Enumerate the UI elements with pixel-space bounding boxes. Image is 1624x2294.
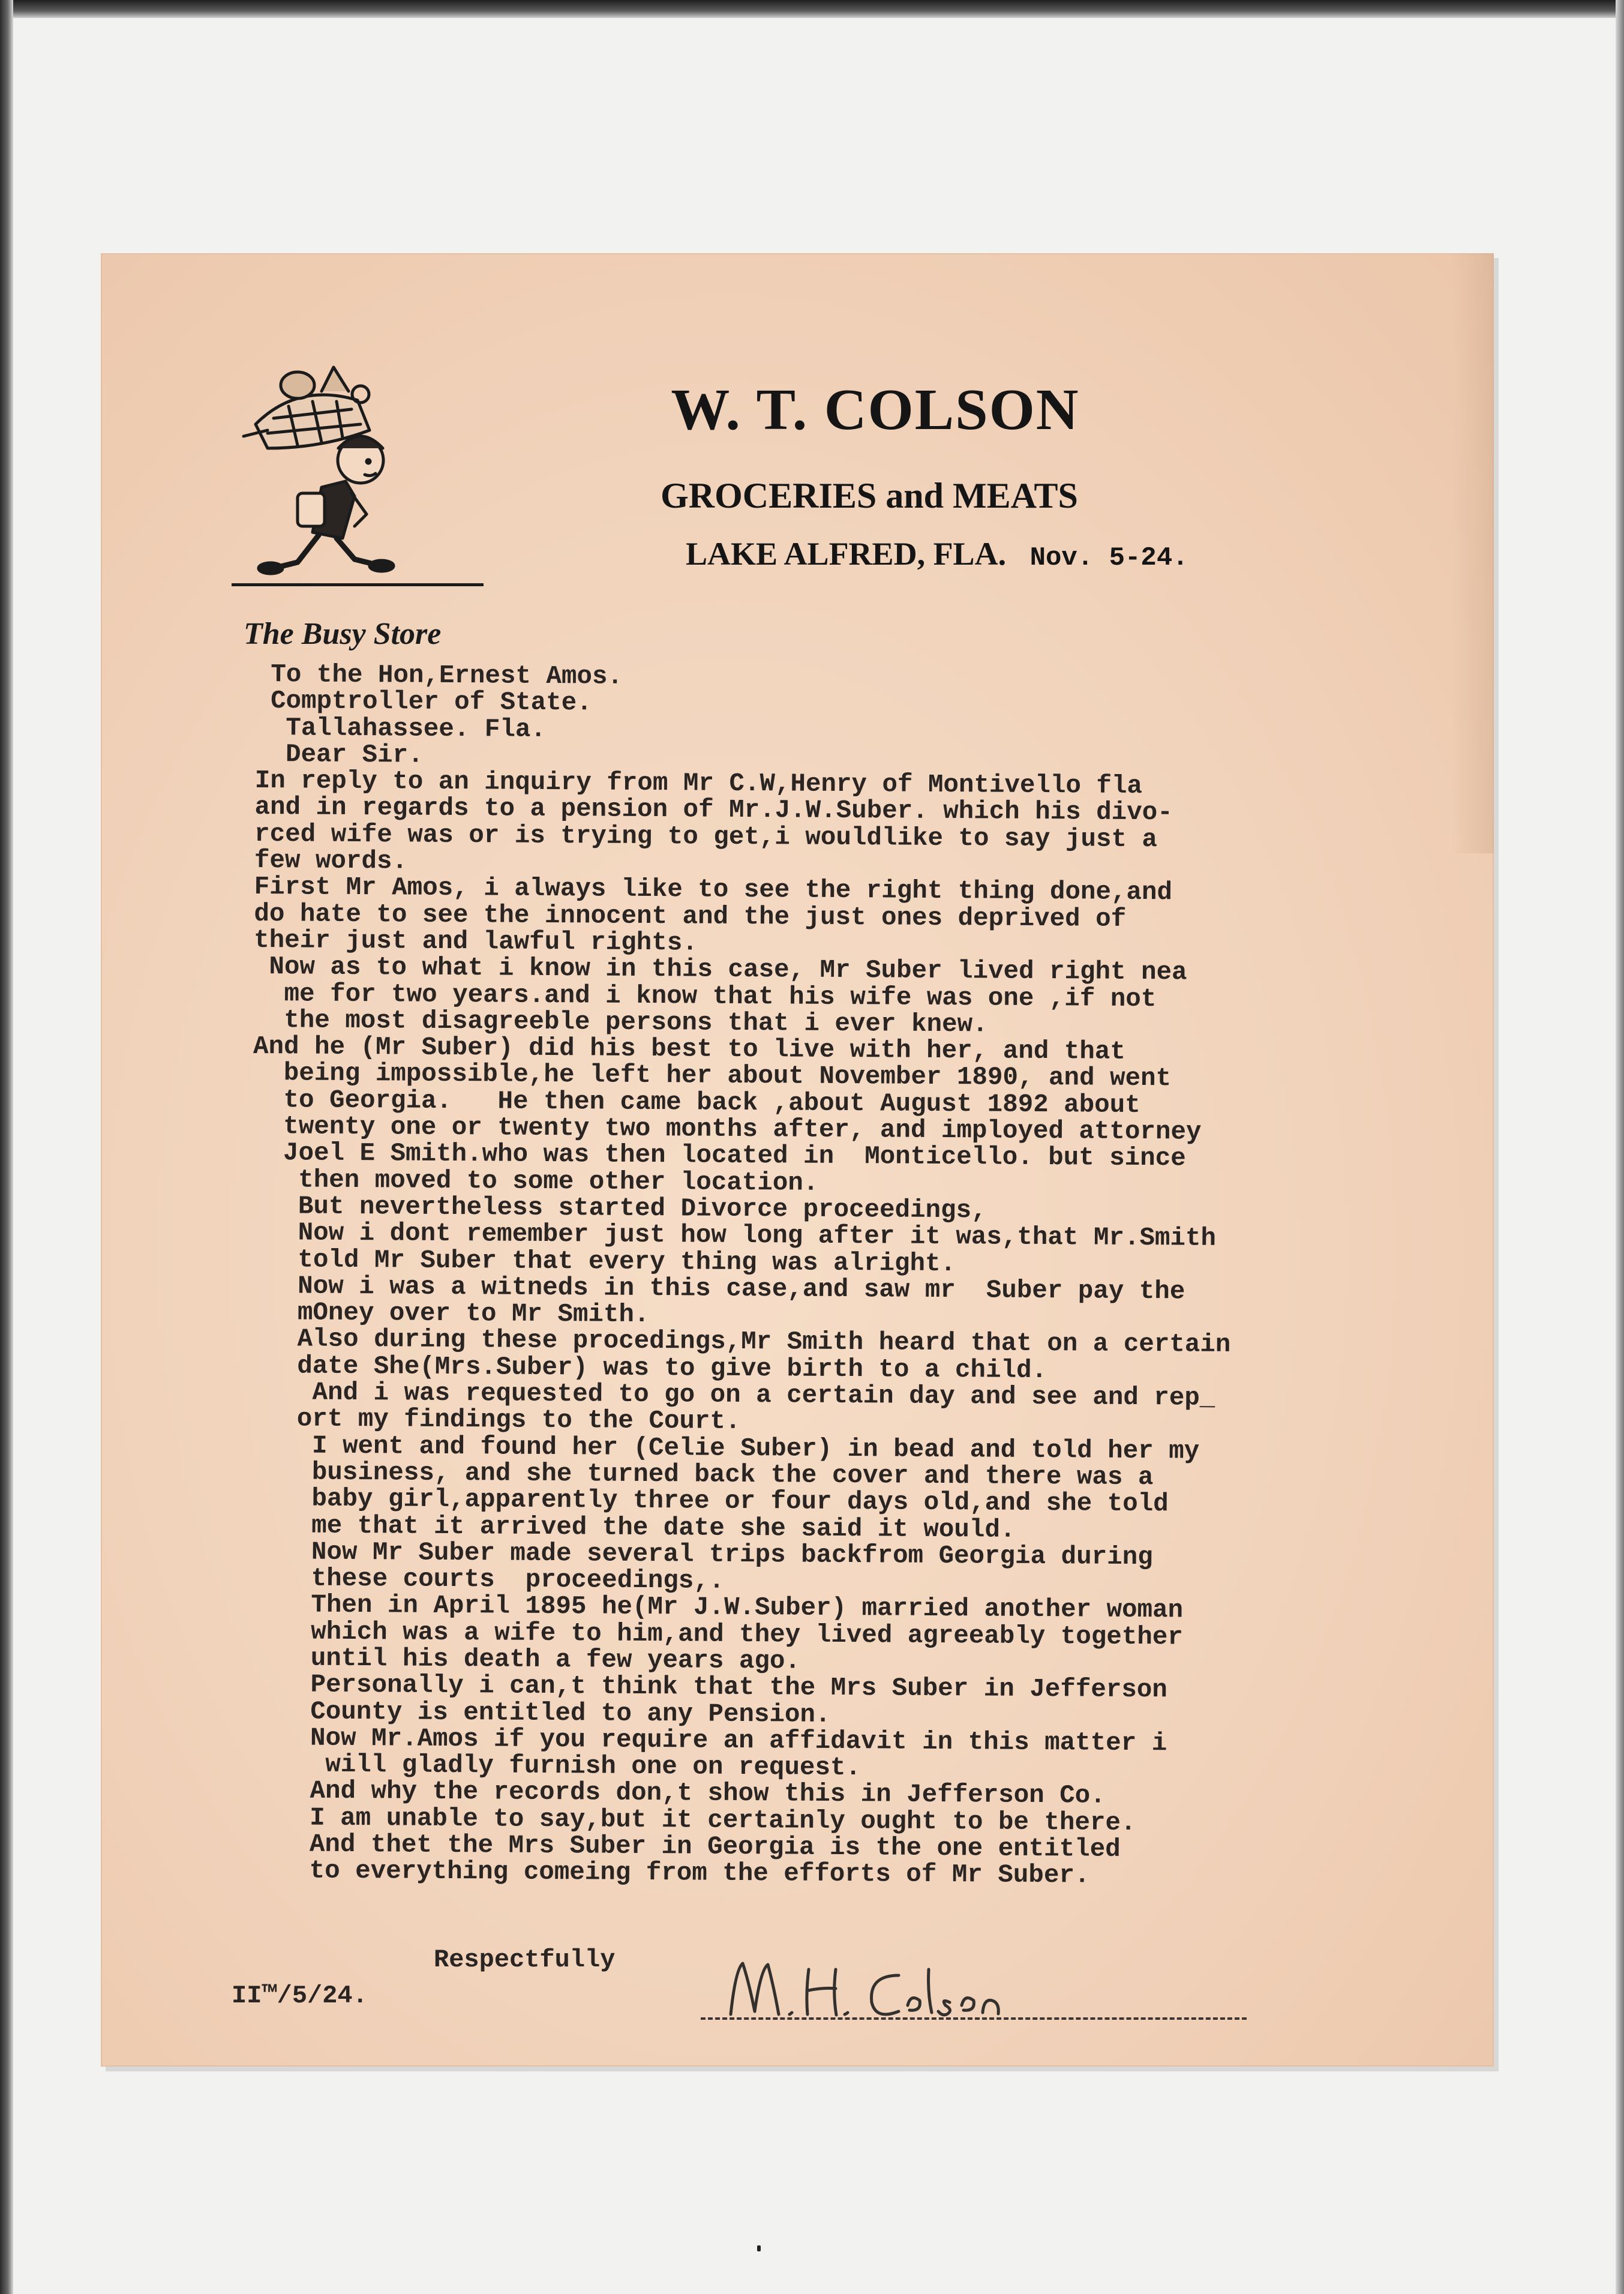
letter-line: which was a wife to him,and they lived agreeably together — [249, 1617, 1184, 1652]
page-shading — [1452, 253, 1494, 853]
letter-line: I went and found her (Celie Suber) in bead and told her my — [250, 1431, 1200, 1466]
letter-line: Also during these procedings,Mr Smith heard that on a certain — [251, 1324, 1231, 1360]
letter-line: Then in April 1895 he(Mr J.W.Suber) married another woman — [250, 1590, 1184, 1625]
letter-line: the most disagreeble persons that i ever knew. — [253, 1005, 988, 1039]
letter-line: And i was requested to go on a certain day and see and rep_ — [251, 1377, 1215, 1413]
letter-line: Comptroller of State. — [255, 686, 592, 718]
letter-line: their just and lawful rights. — [254, 925, 698, 958]
letter-line: Now as to what i know in this case, Mr Suber lived right nea — [253, 952, 1187, 987]
letter-line: And why the records don,t show this in Jefferson Co. — [248, 1776, 1106, 1811]
letter-line: To the Hon,Ernest Amos. — [255, 660, 623, 691]
letter-line: and in regards to a pension of Mr.J.W.Suber. which his divo- — [254, 793, 1173, 827]
letter-line: rced wife was or is trying to get,i wouldlike to say just a — [254, 819, 1158, 854]
letter-line: But nevertheless started Divorce proceedings, — [252, 1191, 987, 1225]
footer-date: II™/5/24. — [232, 1981, 368, 2010]
letter-line: I am unable to say,but it certainly ought to be there. — [248, 1803, 1136, 1837]
letter-line: And thet the Mrs Suber in Georgia is the one entitled — [248, 1830, 1121, 1864]
letter-line: Dear Sir. — [254, 739, 424, 770]
letterhead-subtitle: GROCERIES and MEATS — [661, 476, 1078, 515]
letter-line: Personally i can,t think that the Mrs Suber in Jefferson — [249, 1670, 1167, 1705]
letter-line: baby girl,apparently three or four days old,and she told — [250, 1484, 1169, 1519]
letter-line: to Georgia. He then came back ,about August 1892 about — [253, 1085, 1140, 1120]
scan-speck — [757, 2245, 761, 2251]
letter-line: will gladly furnish one on request. — [248, 1750, 861, 1783]
letter-closing: Respectfully — [434, 1945, 616, 1974]
letter-line: to everything comeing from the efforts of Mr Suber. — [248, 1856, 1090, 1890]
letter-line: Now i was a witneds in this case,and saw mr Suber pay the — [251, 1271, 1185, 1306]
letter-line: until his death a few years ago. — [249, 1643, 801, 1676]
logo-underline — [232, 583, 484, 586]
scan-right-edge — [1616, 0, 1624, 2294]
letter-date: Nov. 5-24. — [1029, 543, 1188, 573]
letter-line: few words. — [254, 846, 408, 876]
letter-line: told Mr Suber that every thing was alright. — [251, 1245, 956, 1278]
letterhead-place-line — [686, 535, 1188, 573]
letter-line: business, and she turned back the cover and there was a — [250, 1457, 1154, 1492]
letter-line: In reply to an inquiry from Mr C.W,Henry of Montivello fla — [254, 766, 1143, 801]
letter-body — [248, 661, 1407, 1891]
letter-line: ort my findings to the Court. — [251, 1404, 741, 1437]
letter-line: these courts proceedings,. — [250, 1564, 725, 1596]
letter-line: do hate to see the innocent and the just ones deprived of — [254, 899, 1127, 934]
letter-line: twenty one or twenty two months after, and imployed attorney — [253, 1112, 1202, 1147]
letter-line: being impossible,he left her about November 1890, and went — [253, 1058, 1172, 1093]
letter-page — [101, 253, 1494, 2067]
scan-top-edge — [0, 0, 1624, 18]
letter-line: First Mr Amos, i always like to see the right thing done,and — [254, 872, 1173, 907]
handwritten-signature — [719, 1945, 1055, 2035]
letter-line: County is entitled to any Pension. — [249, 1696, 831, 1729]
letter-line: Tallahassee. Fla. — [255, 713, 547, 744]
letter-line: Joel E Smith.who was then located in Monticello. but since — [252, 1138, 1186, 1173]
letterhead-name: W. T. COLSON — [671, 377, 1080, 442]
letter-line: Now Mr Suber made several trips backfrom Georgia during — [250, 1537, 1153, 1572]
letter-line: Now Mr.Amos if you require an affidavit in this matter i — [248, 1723, 1167, 1758]
letter-line: mOney over to Mr Smith. — [251, 1298, 650, 1330]
letter-line: then moved to some other location. — [252, 1165, 819, 1198]
scan-left-edge — [0, 0, 13, 2294]
letterhead-place: LAKE ALFRED, FLA. — [686, 536, 1007, 572]
letter-line: And he (Mr Suber) did his best to live with her, and that — [253, 1032, 1125, 1067]
letter-line: me that it arrived the date she said it would. — [250, 1510, 1016, 1545]
store-tagline: The Busy Store — [244, 617, 442, 651]
letter-line: date She(Mrs.Suber) was to give birth to a child. — [251, 1351, 1047, 1385]
signature-line — [701, 2017, 1247, 2020]
letter-line: Now i dont remember just how long after it was,that Mr.Smith — [252, 1218, 1217, 1254]
letter-line: me for two years.and i know that his wife was one ,if not — [253, 979, 1157, 1013]
